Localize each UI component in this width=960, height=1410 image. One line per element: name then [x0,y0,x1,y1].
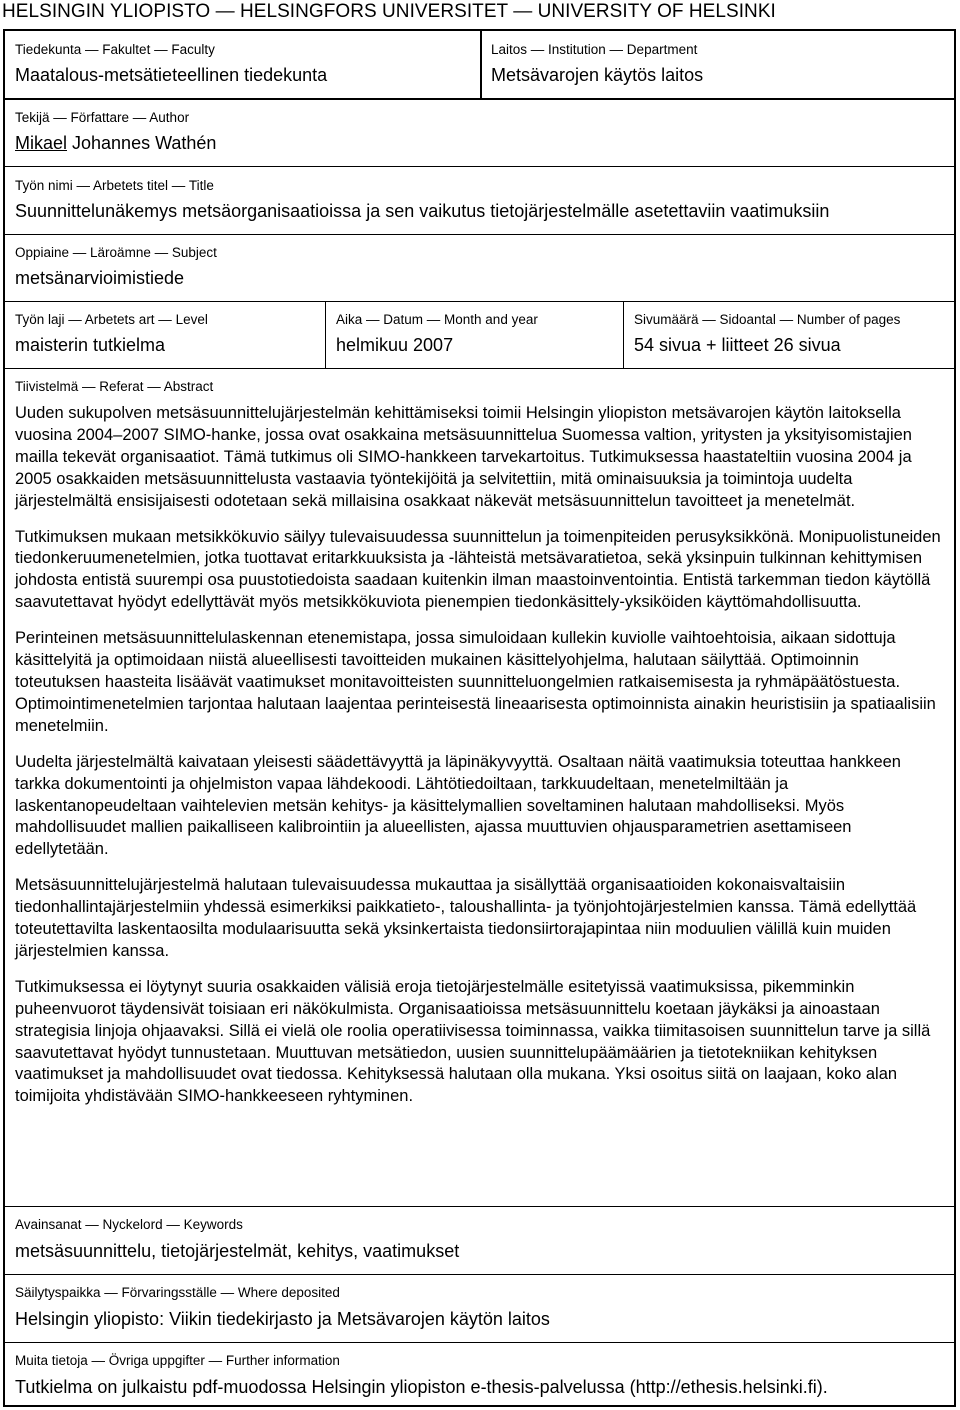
faculty-cell [5,31,480,99]
author-label: Tekijä — Författare — Author [15,110,190,125]
abstract-label: Tiivistelmä — Referat — Abstract [15,379,214,394]
divider-line [5,368,954,369]
university-header: HELSINGIN YLIOPISTO — HELSINGFORS UNIVERSITET — UNIVERSITY OF HELSINKI [2,1,776,22]
faculty-label: Tiedekunta — Fakultet — Faculty [15,42,215,57]
keywords-label: Avainsanat — Nyckelord — Keywords [15,1217,243,1232]
department-value: Metsävarojen käytös laitos [491,65,704,85]
title-value: Suunnittelunäkemys metsäorganisaatioissa ja sen vaikutus tietojärjestelmälle asetettaviin vaatimuksiin [15,201,830,221]
faculty-department-row [5,31,954,99]
subject-label: Oppiaine — Läroämne — Subject [15,245,217,260]
pages-value: 54 sivua + liitteet 26 sivua [634,335,841,355]
further-info-row [5,1343,954,1405]
keywords-value: metsäsuunnittelu, tietojärjestelmät, kehitys, vaatimukset [15,1241,460,1261]
abstract-paragraph: Uudelta järjestelmältä kaivataan yleisesti säädettävyyttä ja läpinäkyvyyttä. Osaltaan näitä vaatimuksia toteuttaa hankkeen tarkka dokumentointi ja ohjelmiston vapaa lähdekoodi. Lähtötiedoiltaan, tarkkuudeltaan, menetelmiltään ja laskentanopeudeltaan vaihtelevien metsän kehitys- ja käsittelymallien soveltaminen halutaan mahdolliseksi. Myös mahdollisuudet mallien paikalliseen kalibrointiin ja alueellisten, ajassa muuttuvien ohjausparametrien asettamiseen edellytetään. [15,752,901,859]
subject-value: metsänarvioimistiede [15,268,185,288]
date-cell [326,302,623,368]
author-rest-name: Johannes Wathén [67,133,217,153]
abstract-body [15,403,947,1122]
department-label: Laitos — Institution — Department [491,42,698,57]
title-row [5,167,954,234]
department-cell [481,31,954,99]
date-value: helmikuu 2007 [336,335,454,355]
level-cell [5,302,325,368]
author-row [5,100,954,166]
abstract-paragraph: Tutkimuksessa ei löytynyt suuria osakkaiden välisiä eroja tietojärjestelmälle esitetyissä vaatimuksissa, pikemminkin puheenvuorot täydensivät toisiaan eri näkökulmista. Organisaatioissa metsäsuunnittelu koetaan jäykäksi ja ainoastaan strategisia linjoja ohjaavaksi. Sillä ei vielä ole roolia operatiivisessa toiminnassa, vaikka tiimitasoisen suunnittelun tarve ja sillä saavutettavat hyödyt tunnustetaan. Muuttuvan metsätiedon, uusien suunnittelupäämäärien ja tietotekniikan kehityksen vaatimukset ja mahdollisuudet ovat tiedossa. Kehityksessä halutaan olla mukana. Yksi osoitus siitä on laajaan, koko alan toimijoita yhdistävään SIMO-hankkeeseen ryhtyminen. [15,977,931,1106]
date-label: Aika — Datum — Month and year [336,312,538,327]
deposited-value: Helsingin yliopisto: Viikin tiedekirjasto ja Metsävarojen käytön laitos [15,1309,550,1329]
author-first-name: Mikael [15,133,68,153]
further-info-value: Tutkielma on julkaistu pdf-muodossa Helsingin yliopiston e-thesis-palvelussa (http://ethesis.helsinki.fi). [15,1377,828,1397]
deposited-label: Säilytyspaikka — Förvaringsställe — Where deposited [15,1285,340,1300]
abstract-paragraph: Metsäsuunnittelujärjestelmä halutaan tulevaisuudessa mukauttaa ja sisällyttää organisaatioiden kokonaisvaltaisiin tiedonhallintajärjestelmiin yhdessä esimerkiksi paikkatieto-, taloushallinta- ja työnjohtojärjestelmien kanssa. Tämä edellyttää toteutettavilta laskentaosilta modulaarisuutta sekä yksinkertaista tiedonsiirtorajapintaa niin moduulien välillä kuin muiden järjestelmien kanssa. [15,876,917,960]
title-label: Työn nimi — Arbetets titel — Title [15,178,214,193]
subject-row [5,235,954,301]
level-date-pages-row [5,302,954,368]
author-value [15,132,216,154]
level-label: Työn laji — Arbetets art — Level [15,312,208,327]
further-info-label: Muita tietoja — Övriga uppgifter — Further information [15,1353,340,1368]
abstract-paragraph: Perinteinen metsäsuunnittelulaskennan etenemistapa, jossa simuloidaan kullekin kuviolle vaihtoehtoisia, aikaan sidottuja käsittelyitä ja optimoidaan niistä alueellisesti tavoitteiden mukainen käsittelyohjelma, halutaan säilyttää. Optimoinnin toteutuksen haasteita lisäävät vaatimukset monitavoitteisten suunnitteluongelmien ratkaisemisesta ja ryhmäpäätöstuesta. Optimointimenetelmien tarjontaa halutaan laajentaa perinteisestä lineaarisesta optimoinnista ainakin heuristisiin ja spatiaalisiin menetelmiin. [15,629,936,735]
abstract-paragraph: Tutkimuksen mukaan metsikkökuvio säilyy tulevaisuudessa suunnittelun ja toimenpiteiden perusyksikkönä. Monipuolistuneiden tiedonkeruumenetelmien, jotka tuottavat eritarkkuuksista ja -lähteistä metsävaratietoa, sekä yksinpuin tulkinnan kehittymisen johdosta entistä suurempi osa puustotiedoista saadaan kuitenkin ilman maastoinventointia. Entistä tarkemman tiedon käytöllä saavutettavat hyödyt edellyttävät myös metsikkökuviota pienempien tiedonkäsittely-yksiköiden käyttömahdollisuutta. [15,527,941,612]
pages-cell [624,302,954,368]
abstract-paragraph: Uuden sukupolven metsäsuunnittelujärjestelmän kehittämiseksi toimii Helsingin yliopiston metsävarojen käytön laitoksella vuosina 2004–2007 SIMO-hanke, jossa ovat osakkaina metsäsuunnittelua Suomessa valtion, yritysten ja yksityisomistajien mailla tekevät organisaatiot. Tämä tutkimus oli SIMO-hankkeen tarvekartoitus. Tutkimuksessa haastateltiin vuosina 2004 ja 2005 osakkaiden metsäsuunnittelusta vastaavia työntekijöitä ja selvitettiin, mitä ominaisuuksia ja toimintoja uudelta järjestelmältä ensisijaisesti odotetaan sekä millaisina osakkaat näkevät metsäsuunnittelun tavoitteet ja menetelmät. [15,404,912,510]
faculty-value: Maatalous-metsätieteellinen tiedekunta [15,65,328,85]
thesis-abstract-form [3,29,956,1407]
pages-label: Sivumäärä — Sidoantal — Number of pages [634,312,901,327]
level-value: maisterin tutkielma [15,335,166,355]
keywords-row [5,1207,954,1274]
deposited-row [5,1275,954,1342]
